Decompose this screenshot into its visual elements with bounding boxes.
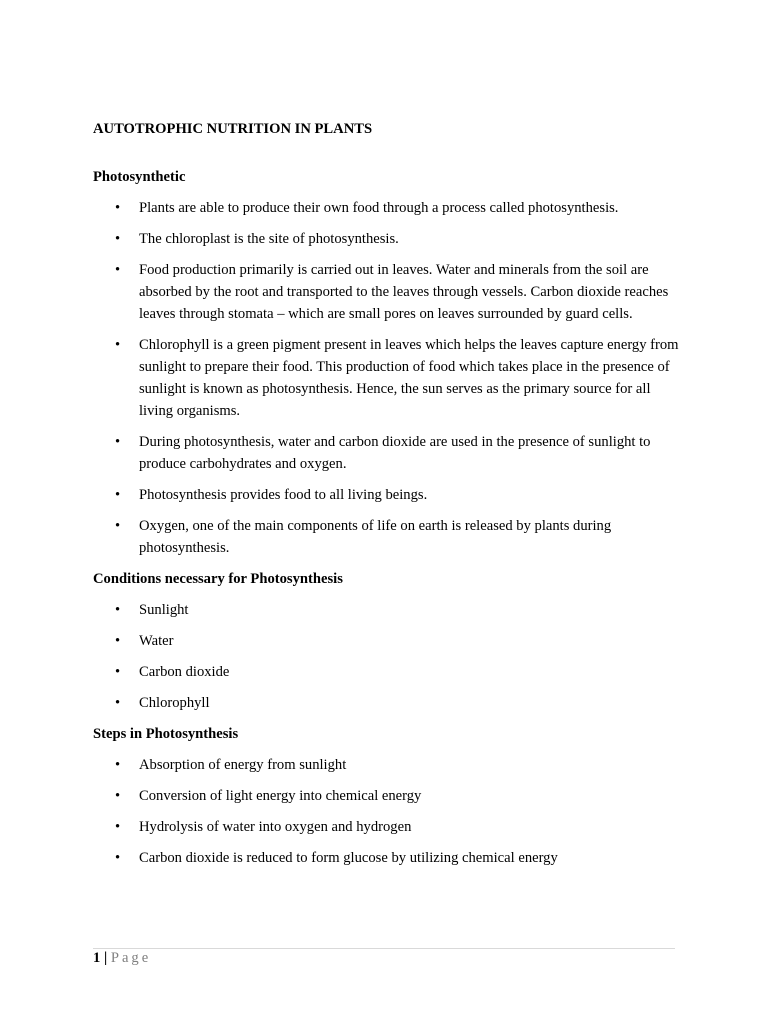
section-steps — [93, 723, 683, 869]
section-heading: Conditions necessary for Photosynthesis — [93, 571, 343, 587]
bullet-icon: • — [115, 434, 121, 450]
list-item-text: Sunlight — [139, 602, 189, 618]
list-item-text: Chlorophyll is a green pigment present in leaves which helps the leaves capture energy from sunlight to prepare their food. This production of food which takes place in the presence of sunlight is known as photosynthesis. Hence, the sun serves as the primary source for all living organisms. — [139, 337, 679, 419]
list-item-text: Food production primarily is carried out in leaves. Water and minerals from the soil are absorbed by the root and transported to the leaves through vessels. Carbon dioxide reaches leaves through stomata – which are small pores on leaves surrounded by guard cells. — [139, 262, 669, 322]
page-number: 1 — [93, 950, 101, 966]
list-item — [93, 228, 683, 250]
bullet-list — [93, 599, 683, 714]
list-item-text: Oxygen, one of the main components of life on earth is released by plants during photosynthesis. — [139, 518, 612, 556]
bullet-icon: • — [115, 518, 121, 534]
bullet-icon: • — [115, 664, 121, 680]
bullet-icon: • — [115, 337, 121, 353]
bullet-list — [93, 754, 683, 869]
document-body — [93, 118, 683, 878]
bullet-icon: • — [115, 819, 121, 835]
list-item-text: Chlorophyll — [139, 695, 210, 711]
list-item — [93, 515, 683, 559]
list-item-text: During photosynthesis, water and carbon dioxide are used in the presence of sunlight to produce carbohydrates and oxygen. — [139, 434, 651, 472]
list-item-text: Absorption of energy from sunlight — [139, 757, 347, 773]
footer-separator: | — [103, 950, 108, 966]
list-item — [93, 197, 683, 219]
list-item — [93, 785, 683, 807]
list-item — [93, 847, 683, 869]
list-item-text: Conversion of light energy into chemical energy — [139, 788, 422, 804]
page-footer — [93, 948, 675, 967]
section-heading: Photosynthetic — [93, 169, 186, 185]
list-item-text: Water — [139, 633, 174, 649]
bullet-icon: • — [115, 788, 121, 804]
list-item-text: Plants are able to produce their own food through a process called photosynthesis. — [139, 200, 619, 216]
bullet-icon: • — [115, 757, 121, 773]
section-heading: Steps in Photosynthesis — [93, 726, 239, 742]
list-item — [93, 431, 683, 475]
bullet-icon: • — [115, 262, 121, 278]
list-item-text: Carbon dioxide — [139, 664, 230, 680]
list-item — [93, 484, 683, 506]
bullet-icon: • — [115, 487, 121, 503]
list-item — [93, 630, 683, 652]
page-label: Page — [110, 950, 152, 966]
bullet-icon: • — [115, 850, 121, 866]
bullet-icon: • — [115, 602, 121, 618]
list-item — [93, 692, 683, 714]
bullet-icon: • — [115, 633, 121, 649]
list-item-text: The chloroplast is the site of photosynthesis. — [139, 231, 399, 247]
section-photosynthetic — [93, 166, 683, 559]
bullet-list — [93, 197, 683, 559]
list-item-text: Photosynthesis provides food to all living beings. — [139, 487, 428, 503]
list-item — [93, 334, 683, 422]
list-item — [93, 754, 683, 776]
list-item — [93, 661, 683, 683]
bullet-icon: • — [115, 200, 121, 216]
list-item — [93, 599, 683, 621]
list-item — [93, 259, 683, 325]
section-conditions — [93, 568, 683, 714]
list-item — [93, 816, 683, 838]
document-title: AUTOTROPHIC NUTRITION IN PLANTS — [93, 121, 373, 137]
list-item-text: Carbon dioxide is reduced to form glucose by utilizing chemical energy — [139, 850, 558, 866]
list-item-text: Hydrolysis of water into oxygen and hydrogen — [139, 819, 412, 835]
bullet-icon: • — [115, 695, 121, 711]
bullet-icon: • — [115, 231, 121, 247]
